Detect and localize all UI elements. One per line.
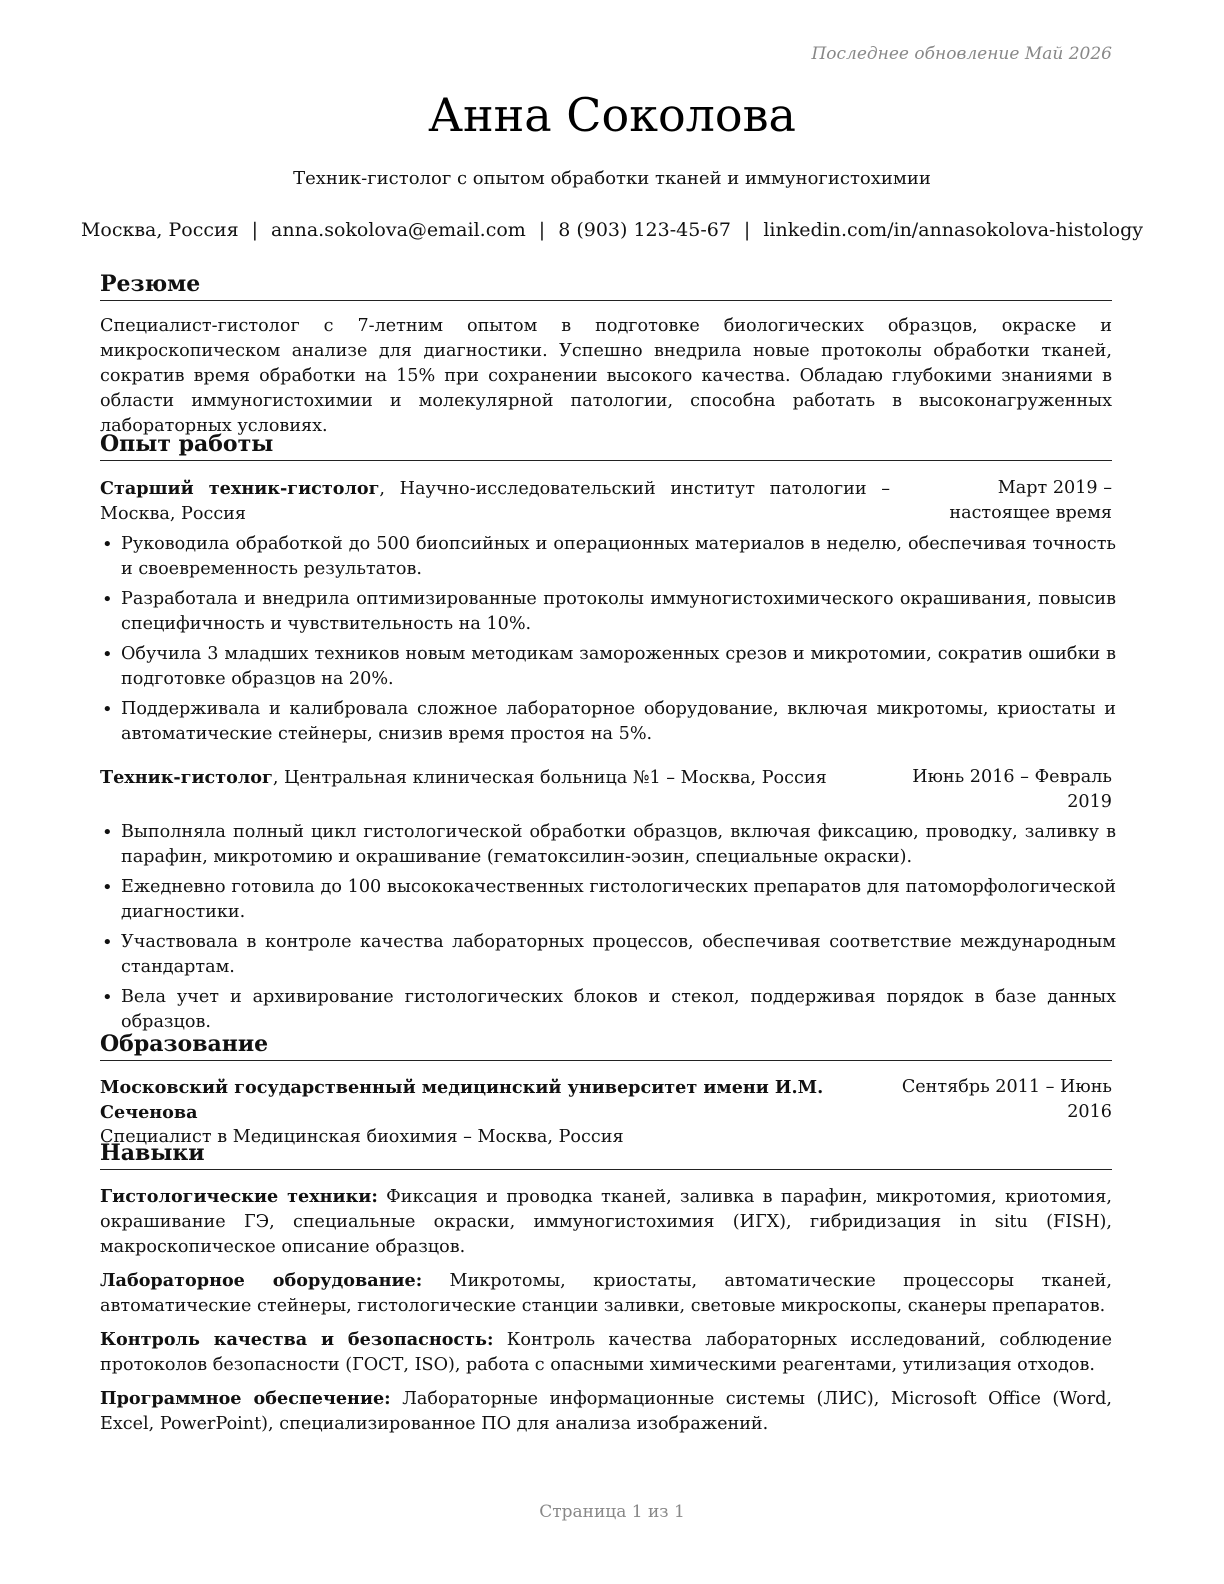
job-header [100, 765, 1112, 815]
skill-item [100, 1268, 1112, 1319]
skill-text: Лабораторные информационные системы (ЛИС), Microsoft Office (Word, Excel, PowerPoint), специализированное ПО для анализа изображений. [100, 1389, 1113, 1434]
skill-item [100, 1184, 1112, 1260]
contact-email[interactable]: anna.sokolova@email.com [271, 219, 526, 241]
list-item: • Выполняла полный цикл гистологической обработки образцов, включая фиксацию, проводку, заливку в парафин, микротомию и окрашивание (гематоксилин-эозин, специальные окраски). [100, 820, 1116, 870]
skills-list [100, 1184, 1112, 1437]
page-number: Страница 1 из 1 [539, 1502, 685, 1522]
last-updated-note: Последнее обновление Май 2026 [811, 44, 1112, 64]
skill-label: Лабораторное оборудование: [100, 1270, 423, 1291]
contact-separator: | [251, 219, 259, 241]
contact-phone[interactable]: 8 (903) 123-45-67 [558, 219, 731, 241]
contact-line [0, 219, 1224, 241]
experience-heading: Опыт работы [100, 430, 1112, 461]
education-section [100, 1030, 1112, 1150]
job-entry [100, 476, 1116, 747]
skill-label: Гистологические техники: [100, 1186, 378, 1207]
education-degree: Специалист в Медицинская биохимия – Москва, Россия [100, 1127, 624, 1147]
education-dates: Сентябрь 2011 – Июнь 2016 [901, 1077, 1112, 1122]
contact-location: Москва, Россия [80, 219, 239, 241]
list-item: • Обучила 3 младших техников новым методикам замороженных срезов и микротомии, сократив ошибки в подготовке образцов на 20%. [100, 642, 1116, 692]
job-org: , Центральная клиническая больница №1 – Москва, Россия [272, 768, 827, 788]
skills-section [100, 1139, 1112, 1445]
skill-text: Фиксация и проводка тканей, заливка в парафин, микротомия, криотомия, окрашивание ГЭ, специальные окраски, иммуногистохимия (ИГХ), гибридизация in situ (FISH), макроскопическое описание образцов. [100, 1187, 1112, 1257]
list-item: • Руководила обработкой до 500 биопсийных и операционных материалов в неделю, обеспечивая точность и своевременность результатов. [100, 532, 1116, 582]
job-dates: Март 2019 – настоящее время [949, 478, 1112, 523]
list-item: • Разработала и внедрила оптимизированные протоколы иммуногистохимического окрашивания, повысив специфичность и чувствительность на 10%. [100, 587, 1116, 637]
job-org: , Научно-исследовательский институт патологии – Москва, Россия [100, 479, 891, 524]
contact-linkedin[interactable]: linkedin.com/in/annasokolova-histology [763, 219, 1144, 241]
contact-separator: | [743, 219, 751, 241]
job-header [100, 476, 1112, 527]
candidate-tagline: Техник-гистолог с опытом обработки тканей и иммуногистохимии [293, 168, 931, 189]
job-role: Техник-гистолог [100, 767, 273, 788]
summary-text: Специалист-гистолог с 7-летним опытом в подготовке биологических образцов, окраске и микроскопическом анализе для диагностики. Успешно внедрила новые протоколы обработки тканей, сократив время обработки на 15% при сохранении высокого качества. Обладаю глубокими знаниями в области иммуногистохимии и молекулярной патологии, способна работать в высоконагруженных лабораторных условиях. [100, 316, 1112, 436]
education-heading: Образование [100, 1030, 1112, 1061]
list-item: • Ежедневно готовила до 100 высококачественных гистологических препаратов для патоморфологической диагностики. [100, 875, 1116, 925]
skill-item [100, 1327, 1112, 1378]
list-item: • Вела учет и архивирование гистологических блоков и стекол, поддерживая порядок в базе данных образцов. [100, 985, 1116, 1035]
list-item: • Поддерживала и калибровала сложное лабораторное оборудование, включая микротомы, криостаты и автоматические стейнеры, снизив время простоя на 5%. [100, 697, 1116, 747]
skill-label: Контроль качества и безопасность: [100, 1329, 494, 1350]
job-bullets [100, 820, 1116, 1035]
skill-item [100, 1386, 1112, 1437]
education-school: Московский государственный медицинский университет имени И.М. Сеченова [100, 1077, 824, 1123]
summary-heading: Резюме [100, 270, 1112, 301]
skill-text: Контроль качества лабораторных исследований, соблюдение протоколов безопасности (ГОСТ, ISO), работа с опасными химическими реагентами, утилизация отходов. [100, 1330, 1112, 1375]
skill-text: Микротомы, криостаты, автоматические процессоры тканей, автоматические стейнеры, гистологические станции заливки, световые микроскопы, сканеры препаратов. [100, 1271, 1113, 1316]
job-entry [100, 765, 1116, 1035]
summary-section [100, 270, 1112, 439]
skills-heading: Навыки [100, 1139, 1112, 1170]
skill-label: Программное обеспечение: [100, 1388, 391, 1409]
job-dates: Июнь 2016 – Февраль 2019 [912, 767, 1112, 812]
experience-section [100, 430, 1116, 1040]
candidate-name: Анна Соколова [428, 88, 796, 142]
contact-separator: | [538, 219, 546, 241]
job-bullets [100, 532, 1116, 747]
list-item: • Участвовала в контроле качества лабораторных процессов, обеспечивая соответствие международным стандартам. [100, 930, 1116, 980]
job-role: Старший техник-гистолог [100, 478, 380, 499]
